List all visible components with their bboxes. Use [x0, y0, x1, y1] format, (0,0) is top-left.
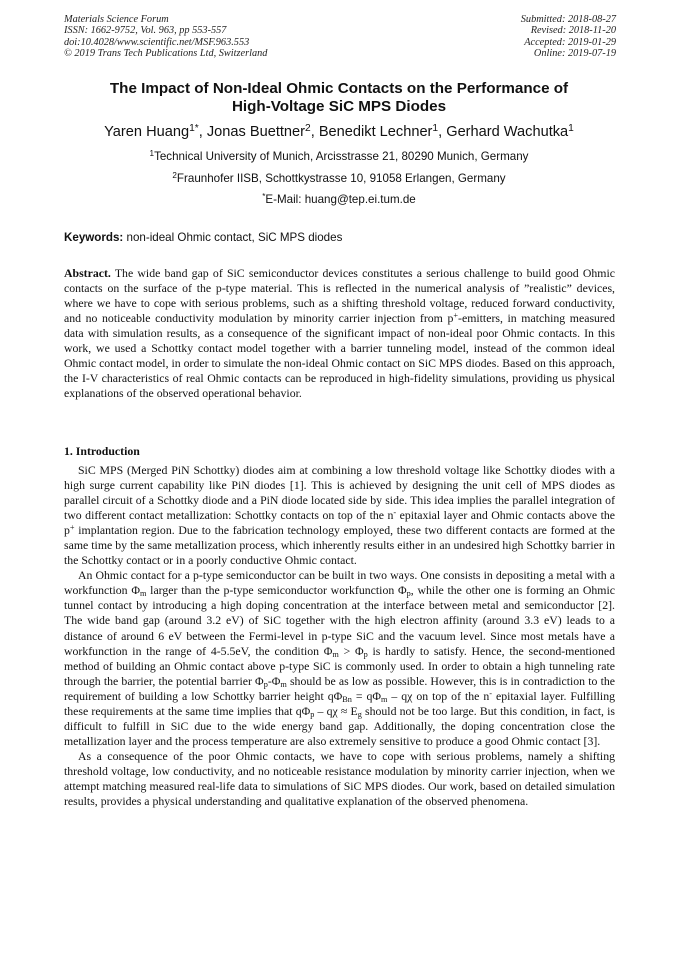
issn-volume: ISSN: 1662-9752, Vol. 963, pp 553-557	[64, 25, 227, 37]
keywords	[64, 231, 624, 245]
journal-name: Materials Science Forum	[64, 14, 169, 25]
affiliation-number: 1	[149, 149, 155, 159]
text-run: should be as low as possible. However, this is in contradiction to the requirement of building a low Schottky barrier height qΦ	[64, 673, 615, 703]
text-run: epitaxial layer. Fulfilling these requirements at the same time implies that qΦ	[64, 688, 615, 718]
subscript: p	[310, 709, 315, 719]
accepted-date: Accepted: 2019-01-29	[524, 36, 616, 48]
subscript: p	[263, 679, 268, 689]
author-name: , Gerhard Wachutka	[438, 124, 569, 140]
paragraph: As a consequence of the poor Ohmic contacts, we have to cope with serious problems, namely a shifting threshold voltage, low conductivity, and no noticeable resistance modulation by minority carrier injection, when we attempt matching measured real-life data to simulations of SiC MPS diodes. Our work, based on detailed simulation results, provides a physical understanding and qualitative explanation of the observed phenomena.	[64, 748, 615, 809]
paragraph	[64, 568, 615, 749]
text-run: – qχ ≈ E	[314, 703, 358, 718]
doi[interactable]: doi:10.4028/www.scientific.net/MSF.963.553	[64, 36, 250, 48]
text-run: should not be too large. But this condition, in fact, is difficult to fulfill in SiC due to the wide energy band gap. Additionally, the doping concentration close the metallization layer and the process temperature are also extremely sensitive to produce a good Ohmic contact [3].	[64, 703, 615, 748]
superscript: +	[69, 523, 75, 533]
author-affiliation-mark: 1*	[189, 123, 199, 135]
text-run: > Φ	[338, 643, 364, 658]
keywords-label: Keywords:	[64, 231, 124, 244]
author-name: , Jonas Buettner	[198, 124, 306, 140]
publication-info	[64, 14, 267, 60]
superscript: +	[453, 311, 459, 321]
superscript: -	[489, 689, 493, 698]
affiliation-text: Technical University of Munich, Arcisstrasse 21, 80290 Munich, Germany	[154, 150, 529, 163]
author-name: Yaren Huang	[104, 124, 190, 140]
subscript: m	[381, 694, 388, 704]
text-run: SiC MPS (Merged PiN Schottky) diodes aim at combining a low threshold voltage like Schottky diodes with a high surge current capability like PiN diodes [1]. This is achieved by designing the unit cell of MPS diodes as parallel circuit of a Schottky diode and a PiN diode located side by side. This idea implies the parallel integration of two different contact metallization: Schottky contacts on top of the n	[64, 463, 615, 523]
subscript: m	[139, 589, 147, 599]
subscript: p	[406, 589, 411, 599]
subscript: p	[363, 649, 368, 659]
revised-date: Revised: 2018-11-20	[530, 25, 616, 37]
paper-title	[40, 80, 638, 116]
subscript: Bn	[342, 694, 352, 704]
abstract	[64, 266, 615, 401]
text-run: – qχ on top of the n	[387, 688, 490, 703]
author-name: , Benedikt Lechner	[310, 124, 433, 140]
affiliation-number: 2	[172, 171, 177, 181]
text-run: larger than the p-type semiconductor workfunction Φ	[146, 583, 407, 598]
email-asterisk: *	[262, 192, 266, 202]
subscript: g	[357, 709, 362, 719]
email-text[interactable]: E-Mail: huang@tep.ei.tum.de	[265, 193, 416, 206]
text-run: An Ohmic contact for a p-type semiconductor can be built in two ways. One consists in depositing a metal with a workfunction Φ	[64, 568, 615, 598]
text-run: is hardly to satisfy. Hence, the second-mentioned method of building an Ohmic contact above p-type SiC is commonly used. In order to obtain a high tunneling rate through the barrier, the potential barrier Φ	[64, 643, 615, 688]
title-line-1: The Impact of Non-Ideal Ohmic Contacts on the Performance of	[109, 80, 569, 97]
section-heading: 1. Introduction	[64, 444, 140, 458]
affiliation-2	[40, 172, 638, 186]
corresponding-email	[40, 193, 638, 207]
copyright: © 2019 Trans Tech Publications Ltd, Switzerland	[64, 48, 268, 60]
superscript: -	[393, 508, 397, 518]
author-affiliation-mark: 1	[432, 123, 439, 135]
text-run: epitaxial layer and Ohmic contacts above the p	[64, 508, 615, 538]
affiliation-1	[40, 150, 638, 164]
author-affiliation-mark: 2	[305, 123, 311, 135]
online-date: Online: 2019-07-19	[533, 48, 616, 60]
author-affiliation-mark: 1	[568, 123, 574, 135]
text-run: = qΦ	[351, 688, 381, 703]
author-list	[40, 123, 638, 141]
abstract-text: -emitters, in matching measured data with simulation results, as a consequence of the significant impact of non-ideal poor Ohmic contacts. In this work, we used a Schottky contact model together with a barrier tunneling model, instead of the common ideal Ohmic contact model, in order to simulate the non-ideal Ohmic contact on SiC MPS diodes. Based on this approach, the I-V characteristics of real Ohmic contacts can be reproduced in high-fidelity simulations, providing us physical explanations of the observed operational behavior.	[64, 311, 615, 401]
text-run: , while the other one is forming an Ohmic tunnel contact by introducing a high doping concentration at the interface between metal and semiconductor [2]. The wide band gap (around 3.2 eV) of SiC together with the high electron affinity (around 3.3 eV) leads to a distance of around 6 eV between the Fermi-level in p-type SiC and the vacuum level. Since most metals have a workfunction in the range of 4-5.5eV, the condition Φ	[64, 583, 615, 658]
publication-dates	[521, 14, 616, 60]
subscript: m	[332, 649, 339, 659]
subscript: m	[280, 679, 287, 689]
title-line-2: High-Voltage SiC MPS Diodes	[231, 98, 447, 115]
paragraph	[64, 463, 615, 568]
text-run: -Φ	[267, 673, 281, 688]
affiliation-text: Fraunhofer IISB, Schottkystrasse 10, 91058 Erlangen, Germany	[176, 172, 506, 185]
keywords-text: non-ideal Ohmic contact, SiC MPS diodes	[123, 231, 343, 244]
abstract-text: The wide band gap of SiC semiconductor devices constitutes a serious challenge to build good Ohmic contacts on the surface of the p-type material. This is reflected in the numerical analysis of ”realistic” devices, where we have to cope with serious problems, such as a shifting threshold voltage, reduced forward conductivity, and no noticeable conductivity modulation by minority carrier injection from p	[64, 266, 615, 326]
abstract-label: Abstract.	[64, 266, 111, 280]
text-run: implantation region. Due to the fabrication technology employed, these two different contacts are formed at the same time by the same metallization process, which inherently results either in an undesired high Schottky barrier in the Schottky contact or in a poorly conductive Ohmic contact.	[64, 523, 615, 568]
introduction-body	[64, 463, 615, 809]
submitted-date: Submitted: 2018-08-27	[520, 14, 616, 25]
